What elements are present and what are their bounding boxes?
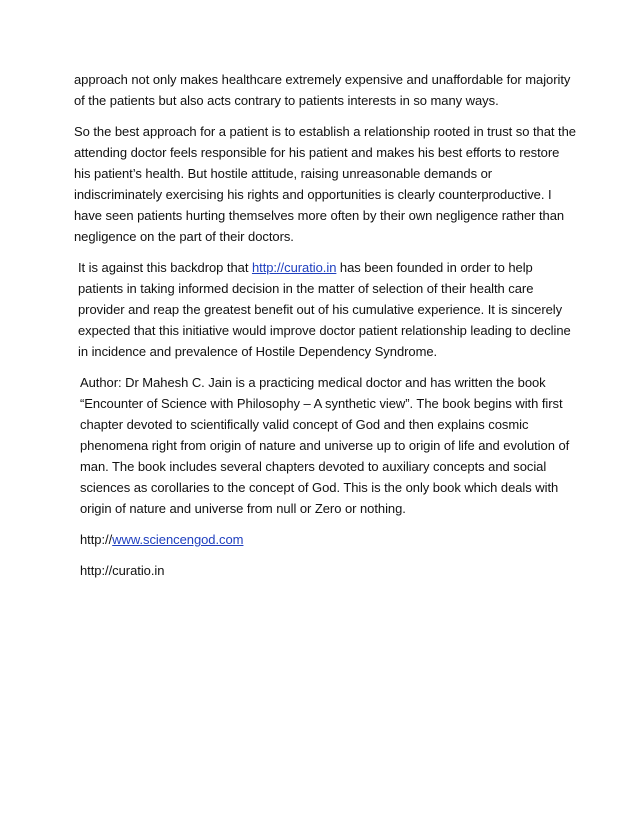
paragraph-author: Author: Dr Mahesh C. Jain is a practicing medical doctor and has written the book “Encounter of Science with Philosophy – A synthetic view”. The book begins with first chapter devoted to scientifically valid concept of God and then explains cosmic phenomena right from origin of nature and universe up to origin of life and evolution of man. The book includes several chapters devoted to auxiliary concepts and social sciences as corollaries to the concept of God. This is the only book which deals with origin of nature and universe from null or Zero or nothing. xyxy=(80,375,570,516)
curatio-link[interactable]: http://curatio.in xyxy=(251,260,337,275)
sciencengod-line xyxy=(80,529,578,550)
paragraph-curatio xyxy=(74,257,578,362)
curatio-plain-url: http://curatio.in xyxy=(80,563,165,578)
paragraph-cost: approach not only makes healthcare extremely expensive and unaffordable for majority of the patients but also acts contrary to patients interests in so many ways. xyxy=(74,72,571,108)
sciencengod-link[interactable]: www.sciencengod.com xyxy=(112,532,244,547)
sciencengod-prefix: http:// xyxy=(80,532,113,547)
paragraph-curatio-before: It is against this backdrop that xyxy=(78,260,252,275)
paragraph-curatio-after: has been founded in order to help patients in taking informed decision in the matter of selection of their health care provider and reap the greatest benefit out of his cumulative experience. It is sincerely expected that this initiative would improve doctor patient relationship leading to decline in incidence and prevalence of Hostile Dependency Syndrome. xyxy=(78,260,571,359)
paragraph-trust: So the best approach for a patient is to establish a relationship rooted in trust so that the attending doctor feels responsible for his patient and makes his best efforts to restore his patient’s health. But hostile attitude, raising unreasonable demands or indiscriminately exercising his rights and opportunities is clearly counterproductive. I have seen patients hurting themselves more often by their own negligence rather than negligence on the part of their doctors. xyxy=(74,124,576,244)
author-block xyxy=(74,372,578,581)
